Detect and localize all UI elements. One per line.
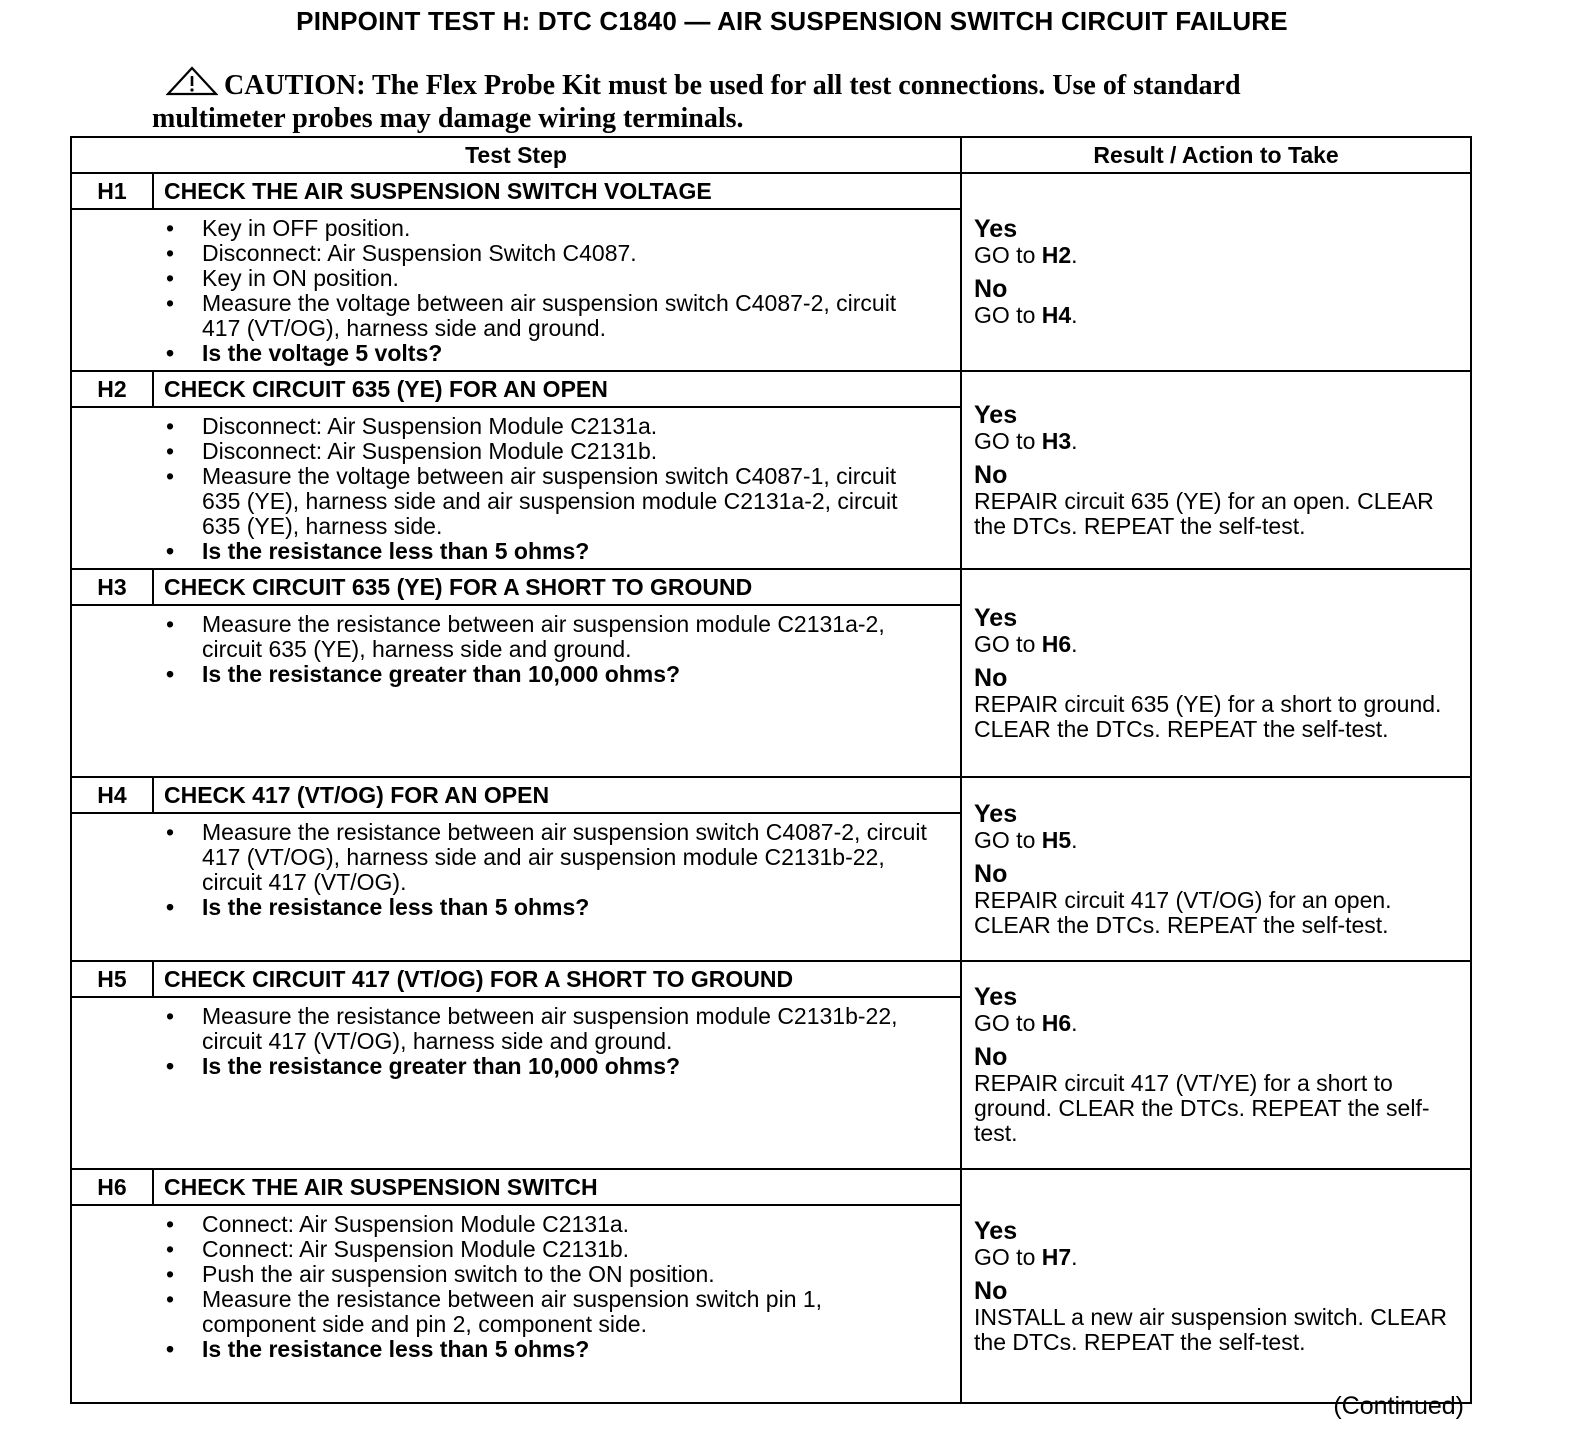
result-no-label: No bbox=[974, 275, 1008, 303]
step-heading-row bbox=[71, 371, 1471, 407]
step-heading: CHECK CIRCUIT 635 (YE) FOR AN OPEN bbox=[153, 371, 961, 407]
result-yes-label: Yes bbox=[974, 983, 1018, 1011]
result-no-action: REPAIR circuit 635 (YE) for a short to ground. CLEAR the DTCs. REPEAT the self-test. bbox=[974, 690, 1442, 742]
step-question: • Is the resistance less than 5 ohms? bbox=[202, 895, 930, 920]
result-no-label: No bbox=[974, 663, 1008, 692]
result-yes-action: GO to H5. bbox=[974, 826, 1078, 853]
yes-target-step: H6 bbox=[1041, 1010, 1072, 1036]
step-heading: CHECK THE AIR SUSPENSION SWITCH VOLTAGE bbox=[153, 173, 961, 209]
step-body bbox=[71, 1205, 961, 1403]
step-instruction: • Disconnect: Air Suspension Module C2131a. bbox=[202, 414, 930, 439]
step-result bbox=[961, 1169, 1471, 1403]
result-yes-label: Yes bbox=[974, 215, 1018, 243]
yes-target-step: H5 bbox=[1041, 826, 1072, 853]
pinpoint-test-table bbox=[70, 136, 1472, 1404]
step-heading: CHECK 417 (VT/OG) FOR AN OPEN bbox=[153, 777, 961, 813]
step-instruction: • Disconnect: Air Suspension Switch C4087. bbox=[202, 241, 930, 266]
step-instruction: • Measure the voltage between air suspension switch C4087-1, circuit 635 (YE), harness side and air suspension module C2131a-2, circuit 635 (YE), harness side. bbox=[202, 464, 930, 539]
step-instruction: • Connect: Air Suspension Module C2131b. bbox=[202, 1237, 930, 1262]
result-no-action: REPAIR circuit 417 (VT/OG) for an open. CLEAR the DTCs. REPEAT the self-test. bbox=[974, 886, 1392, 938]
result-no-action: INSTALL a new air suspension switch. CLEAR the DTCs. REPEAT the self-test. bbox=[974, 1303, 1447, 1355]
step-instruction: • Key in ON position. bbox=[202, 266, 930, 291]
yes-target-step: H3 bbox=[1041, 427, 1072, 454]
continued-label: (Continued) bbox=[1333, 1392, 1464, 1420]
column-header-result: Result / Action to Take bbox=[961, 137, 1471, 173]
result-yes-action: GO to H2. bbox=[974, 242, 1078, 268]
yes-target-step: H6 bbox=[1041, 630, 1072, 657]
result-yes-action: GO to H6. bbox=[974, 630, 1078, 657]
step-instruction: • Measure the voltage between air suspension switch C4087-2, circuit 417 (VT/OG), harness side and ground. bbox=[202, 291, 930, 341]
step-id: H5 bbox=[71, 961, 153, 997]
step-heading-row bbox=[71, 777, 1471, 813]
result-no-action: GO to H4. bbox=[974, 302, 1078, 328]
step-question: • Is the resistance greater than 10,000 ohms? bbox=[202, 1054, 930, 1079]
no-target-step: H4 bbox=[1041, 302, 1072, 328]
step-id: H2 bbox=[71, 371, 153, 407]
step-result bbox=[961, 569, 1471, 777]
step-instruction: • Measure the resistance between air suspension module C2131a-2, circuit 635 (YE), harness side and ground. bbox=[202, 612, 930, 662]
result-no-label: No bbox=[974, 1276, 1008, 1305]
step-instruction: • Measure the resistance between air suspension module C2131b-22, circuit 417 (VT/OG), harness side and ground. bbox=[202, 1004, 930, 1054]
step-instruction: • Key in OFF position. bbox=[202, 216, 930, 241]
caution-note bbox=[152, 66, 1272, 134]
column-header-test-step: Test Step bbox=[71, 137, 961, 173]
step-body bbox=[71, 605, 961, 777]
step-body bbox=[71, 407, 961, 569]
step-heading-row bbox=[71, 569, 1471, 605]
step-id: H6 bbox=[71, 1169, 153, 1205]
step-heading-row bbox=[71, 173, 1471, 209]
step-question: • Is the resistance less than 5 ohms? bbox=[202, 539, 930, 564]
result-yes-label: Yes bbox=[974, 400, 1018, 429]
step-id: H3 bbox=[71, 569, 153, 605]
result-yes-label: Yes bbox=[974, 1216, 1018, 1245]
step-result bbox=[961, 173, 1471, 371]
step-heading-row bbox=[71, 1169, 1471, 1205]
result-no-label: No bbox=[974, 859, 1008, 888]
step-body bbox=[71, 813, 961, 961]
result-yes-action: GO to H7. bbox=[974, 1243, 1078, 1270]
step-question: • Is the resistance greater than 10,000 ohms? bbox=[202, 662, 930, 687]
result-no-label: No bbox=[974, 460, 1008, 489]
step-result bbox=[961, 777, 1471, 961]
step-heading: CHECK CIRCUIT 635 (YE) FOR A SHORT TO GROUND bbox=[153, 569, 961, 605]
result-yes-action: GO to H6. bbox=[974, 1010, 1078, 1036]
step-id: H4 bbox=[71, 777, 153, 813]
step-instruction: • Measure the resistance between air suspension switch pin 1, component side and pin 2, component side. bbox=[202, 1287, 930, 1337]
step-instruction: • Disconnect: Air Suspension Module C2131b. bbox=[202, 439, 930, 464]
result-yes-label: Yes bbox=[974, 799, 1018, 828]
step-question: • Is the voltage 5 volts? bbox=[202, 341, 930, 366]
step-question: • Is the resistance less than 5 ohms? bbox=[202, 1337, 930, 1362]
result-yes-label: Yes bbox=[974, 603, 1018, 632]
page-title: PINPOINT TEST H: DTC C1840 — AIR SUSPENSION SWITCH CIRCUIT FAILURE bbox=[296, 6, 1288, 36]
step-body bbox=[71, 997, 961, 1169]
yes-target-step: H2 bbox=[1041, 242, 1072, 268]
result-no-label: No bbox=[974, 1043, 1008, 1071]
step-heading-row bbox=[71, 961, 1471, 997]
result-no-action: REPAIR circuit 417 (VT/YE) for a short to ground. CLEAR the DTCs. REPEAT the self-test. bbox=[974, 1070, 1430, 1146]
caution-text: CAUTION: The Flex Probe Kit must be used for all test connections. Use of standard multimeter probes may damage wiring terminals. bbox=[152, 70, 1241, 134]
step-body bbox=[71, 209, 961, 371]
step-heading: CHECK THE AIR SUSPENSION SWITCH bbox=[153, 1169, 961, 1205]
result-no-action: REPAIR circuit 635 (YE) for an open. CLEAR the DTCs. REPEAT the self-test. bbox=[974, 487, 1434, 539]
step-instruction: • Push the air suspension switch to the ON position. bbox=[202, 1262, 930, 1287]
result-yes-action: GO to H3. bbox=[974, 427, 1078, 454]
step-result bbox=[961, 961, 1471, 1169]
warning-triangle-icon bbox=[166, 66, 218, 103]
step-heading: CHECK CIRCUIT 417 (VT/OG) FOR A SHORT TO GROUND bbox=[153, 961, 961, 997]
yes-target-step: H7 bbox=[1041, 1243, 1072, 1270]
step-instruction: • Measure the resistance between air suspension switch C4087-2, circuit 417 (VT/OG), harness side and air suspension module C2131b-22, circuit 417 (VT/OG). bbox=[202, 820, 930, 895]
step-instruction: • Connect: Air Suspension Module C2131a. bbox=[202, 1212, 930, 1237]
step-id: H1 bbox=[71, 173, 153, 209]
step-result bbox=[961, 371, 1471, 569]
